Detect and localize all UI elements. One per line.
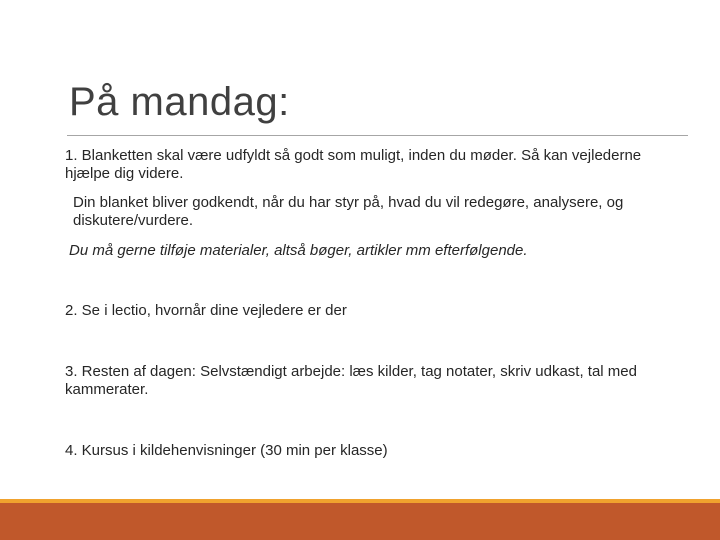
paragraph-blanket-filled: 1. Blanketten skal være udfyldt så godt som muligt, inden du møder. Så kan vejlederne hjælpe dig videre. xyxy=(65,147,642,182)
paragraph-lectio: 2. Se i lectio, hvornår dine vejledere er der xyxy=(65,302,347,319)
slide-title: På mandag: xyxy=(69,80,290,124)
paragraph-rest-of-day: 3. Resten af dagen: Selvstændigt arbejde: læs kilder, tag notater, skriv udkast, tal med kammerater. xyxy=(65,363,637,398)
paragraph-blanket-approved: Din blanket bliver godkendt, når du har styr på, hvad du vil redegøre, analysere, og diskutere/vurdere. xyxy=(73,194,624,229)
paragraph-course: 4. Kursus i kildehenvisninger (30 min per klasse) xyxy=(65,442,388,459)
paragraph-add-materials: Du må gerne tilføje materialer, altså bøger, artikler mm efterfølgende. xyxy=(69,242,528,259)
footer-bar xyxy=(0,503,720,540)
title-divider xyxy=(67,135,688,136)
